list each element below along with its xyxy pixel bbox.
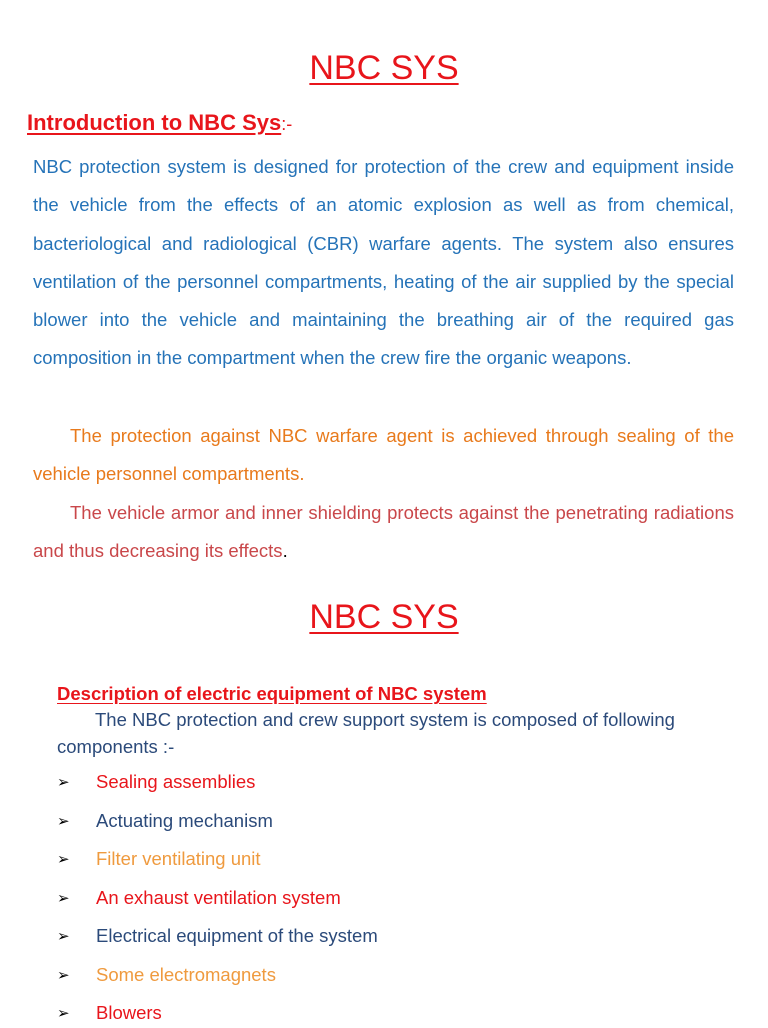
arrow-bullet-icon: ➢ [57,927,70,945]
arrow-bullet-icon: ➢ [57,965,70,984]
sealing-paragraph: The protection against NBC warfare agent is achieved through sealing of the vehicle personnel compartments. [33,425,734,485]
arrow-bullet-icon: ➢ [57,888,70,907]
description-intro [57,706,697,760]
description-heading: Description of electric equipment of NBC system [57,683,487,704]
armor-paragraph-period: . [282,540,288,562]
arrow-bullet-icon: ➢ [57,1004,70,1022]
list-item-label: Actuating mechanism [96,809,273,831]
intro-paragraph: NBC protection system is designed for protection of the crew and equipment inside the vehicle from the effects of an atomic explosion as well as from chemical, bacteriological and radiological (CBR) warfare agents. The system also ensures ventilation of the personnel compartments, heating of the air supplied by the special blower into the vehicle and maintaining the breathing air of the required gas composition in the compartment when the crew fire the organic weapons. [33,156,734,369]
arrow-bullet-icon: ➢ [57,811,70,830]
intro-heading-text: Introduction to NBC Sys [27,110,282,135]
description-intro-text: The NBC protection and crew support system is composed of following components :- [57,709,675,757]
list-item-label: An exhaust ventilation system [96,886,341,908]
section-title: NBC SYS [309,598,459,636]
list-item-label: Filter ventilating unit [96,848,261,869]
list-item [0,844,700,874]
list-item [0,883,700,913]
list-item [0,960,700,990]
armor-paragraph [33,494,734,571]
list-item-label: Sealing assemblies [96,771,256,792]
list-item-label: Electrical equipment of the system [96,925,378,946]
intro-heading [27,108,292,139]
list-item [0,767,700,797]
arrow-bullet-icon: ➢ [57,773,70,791]
intro-heading-suffix: :- [281,114,293,134]
arrow-bullet-icon: ➢ [57,850,70,868]
page-title: NBC SYS [309,49,459,87]
list-item [0,921,700,951]
list-item-label: Blowers [96,1002,162,1023]
list-item [0,806,700,836]
armor-paragraph-text: The vehicle armor and inner shielding protects against the penetrating radiations and thus decreasing its effects [33,502,734,562]
list-item-label: Some electromagnets [96,963,276,985]
